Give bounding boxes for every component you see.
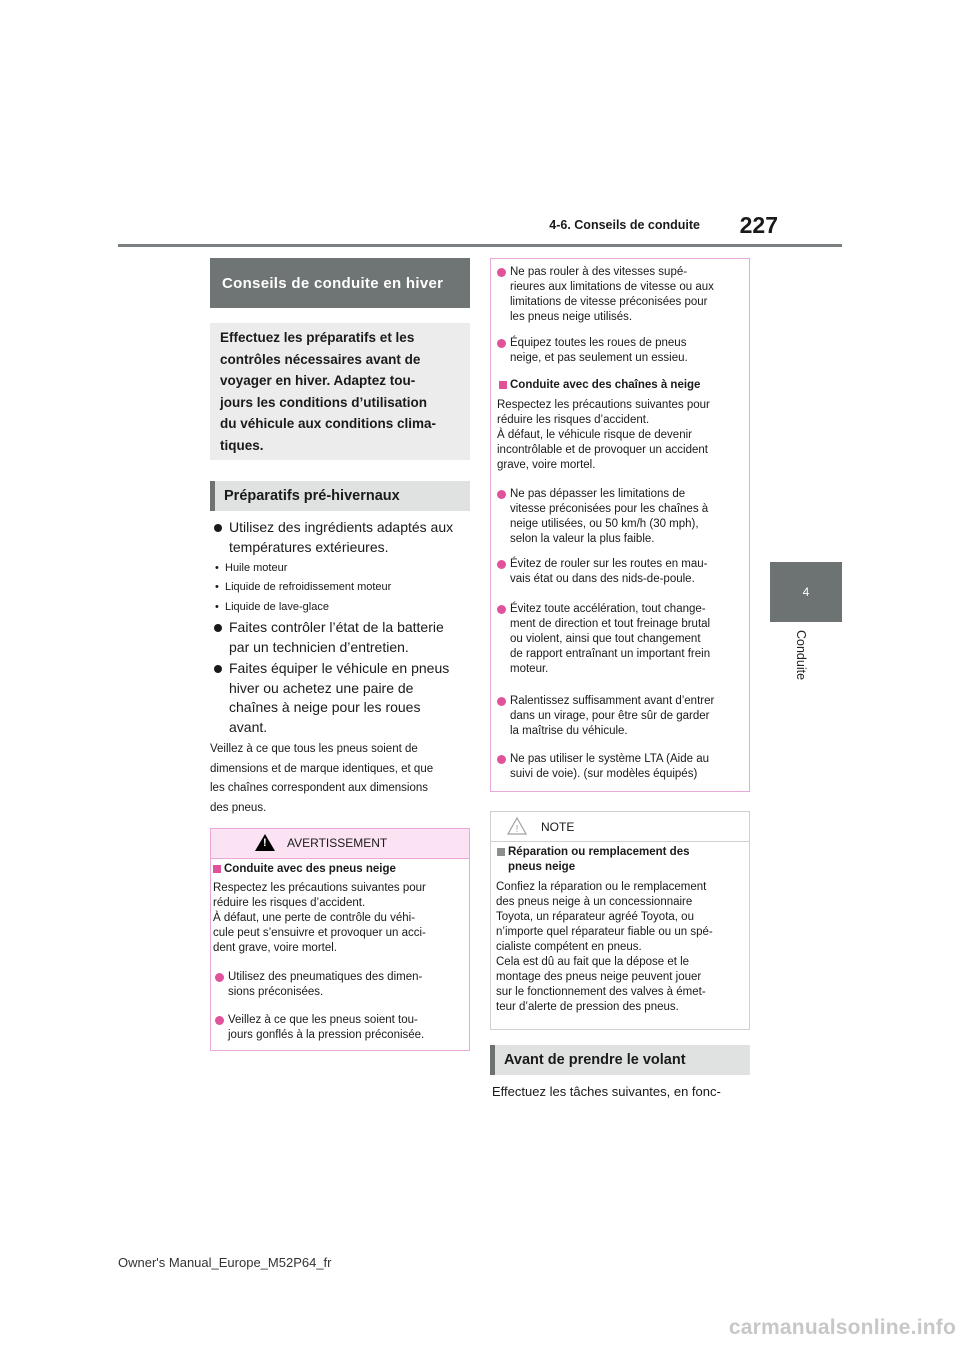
bullet-item <box>229 659 449 737</box>
text-line: neige, et pas seulement un essieu. <box>510 352 688 364</box>
text-line: montage des pneus neige peuvent jouer <box>496 971 702 983</box>
text-line: Respectez les précautions suivantes pour <box>213 882 426 894</box>
text-line: cialiste compétent en pneus. <box>496 941 642 953</box>
watermark: carmanualsonline.info <box>728 1316 956 1339</box>
bullet-line: hiver ou achetez une paire de <box>229 679 414 696</box>
text-line: Toyota, un réparateur agréé Toyota, ou <box>496 911 694 923</box>
text-line: Ralentissez suffisamment avant d’entrer <box>510 695 715 707</box>
warning-subheading: Conduite avec des pneus neige <box>224 863 396 875</box>
warning-bullet <box>510 602 710 677</box>
text-line: Utilisez des pneumatiques des dimen- <box>228 971 423 983</box>
section-title: 4-6. Conseils de conduite <box>549 218 700 232</box>
warning-bullet <box>510 752 709 782</box>
text-line: de rapport entraînant un important frein <box>510 648 711 660</box>
text-line: Ne pas rouler à des vitesses supé- <box>510 266 688 278</box>
text-line: ou violent, ainsi que tout changement <box>510 633 701 645</box>
note-box <box>490 811 750 1030</box>
text-line: Ne pas dépasser les limitations de <box>510 488 686 500</box>
text-line: pneus neige <box>508 861 576 873</box>
intro-line: du véhicule aux conditions clima- <box>220 416 437 431</box>
note-title: NOTE <box>541 820 575 834</box>
section-banner: Conseils de conduite en hiver <box>210 258 470 308</box>
caution-icon <box>507 817 527 835</box>
text-line: Veillez à ce que les pneus soient tou- <box>228 1014 418 1026</box>
text-line: suivi de voie). (sur modèles équipés) <box>510 768 698 780</box>
body-line: dimensions et de marque identiques, et que <box>210 762 434 775</box>
warning-bullet <box>510 265 714 325</box>
text-line: moteur. <box>510 663 549 675</box>
text-line: Confiez la réparation ou le remplacement <box>496 881 707 893</box>
text-line: Évitez de rouler sur les routes en mau- <box>510 558 708 570</box>
warning-bullet <box>510 694 714 739</box>
text-line: la maîtrise du véhicule. <box>510 725 628 737</box>
text-line: rieures aux limitations de vitesse ou aux <box>510 281 714 293</box>
text-line: dent grave, voire mortel. <box>213 942 338 954</box>
text-line: selon la valeur la plus faible. <box>510 533 655 545</box>
bullet-item <box>229 518 453 557</box>
warning-icon <box>255 834 275 851</box>
list-item: • Liquide de lave-glace <box>225 600 329 614</box>
text-line: jours gonflés à la pression préconisée. <box>228 1029 425 1041</box>
body-paragraph: Effectuez les tâches suivantes, en fonc- <box>492 1084 721 1099</box>
intro-line: voyager en hiver. Adaptez tou- <box>220 373 416 388</box>
warning-bullet <box>510 487 708 547</box>
bullet-item <box>229 618 444 657</box>
bullet-line: Faites équiper le véhicule en pneus <box>229 660 450 676</box>
text-line: sur le fonctionnement des valves à émet- <box>496 986 706 998</box>
warning-bullet <box>228 1013 424 1043</box>
page-number: 227 <box>739 212 778 238</box>
warning-subheading: Conduite avec des chaînes à neige <box>510 379 701 391</box>
text-line: dans un virage, pour être sûr de garder <box>510 710 710 722</box>
bullet-line: Faites contrôler l’état de la batterie <box>229 619 444 635</box>
warning-box-continued <box>490 258 750 792</box>
warning-bullet <box>510 336 688 366</box>
chapter-label: Conduite <box>794 630 808 681</box>
intro-line: jours les conditions d’utilisation <box>220 394 428 410</box>
body-paragraph <box>210 740 470 818</box>
text-line: Ne pas utiliser le système LTA (Aide au <box>510 753 709 765</box>
intro-box <box>210 323 470 460</box>
text-line: des pneus neige à un concessionnaire <box>496 896 693 908</box>
bullet-line: Utilisez des ingrédients adaptés aux <box>229 519 454 535</box>
warning-bullet <box>228 970 422 1000</box>
warning-bullet <box>510 557 708 587</box>
text-line: ment de direction et tout freinage brutal <box>510 618 711 630</box>
note-header <box>491 812 749 842</box>
header-rule <box>118 244 842 247</box>
text-line: teur d’alerte de pression des pneus. <box>496 1001 679 1013</box>
footer-text: Owner's Manual_Europe_M52P64_fr <box>118 1255 332 1270</box>
text-line: incontrôlable et de provoquer un accident <box>497 444 708 456</box>
text-line: vais état ou dans des nids-de-poule. <box>510 573 695 585</box>
bullet-line: chaînes à neige pour les roues <box>229 699 421 715</box>
text-line: limitations de vitesse préconisées pour <box>510 296 708 308</box>
text-line: Évitez toute accélération, tout change- <box>510 603 706 615</box>
bullet-line: par un technicien d’entretien. <box>229 638 409 655</box>
text-line: Cela est dû au fait que la dépose et le <box>496 956 690 968</box>
text-line: n’importe quel réparateur fiable ou un spé- <box>496 926 713 938</box>
text-line: réduire les risques d’accident. <box>497 414 650 426</box>
note-subheading <box>508 845 690 875</box>
text-line: Respectez les précautions suivantes pour <box>497 399 710 411</box>
text-line: les pneus neige utilisés. <box>510 311 633 323</box>
text-line: vitesse préconisées pour les chaînes à <box>510 503 709 515</box>
text-line: À défaut, une perte de contrôle du véhi- <box>213 912 416 924</box>
intro-line: Effectuez les préparatifs et les <box>220 330 415 345</box>
chapter-label-area <box>742 620 842 700</box>
subsection-heading: Préparatifs pré-hivernaux <box>210 481 470 511</box>
text-line: grave, voire mortel. <box>497 459 596 471</box>
text-line: sions préconisées. <box>228 986 324 998</box>
warning-text <box>497 398 710 473</box>
text-line: réduire les risques d’accident. <box>213 897 366 909</box>
text-line: À défaut, le véhicule risque de devenir <box>497 429 692 441</box>
text-line: neige utilisées, ou 50 km/h (30 mph), <box>510 518 699 530</box>
intro-line: contrôles nécessaires avant de <box>220 351 421 367</box>
warning-box <box>210 828 470 1051</box>
body-line: Veillez à ce que tous les pneus soient de <box>210 743 418 755</box>
bullet-line: températures extérieures. <box>229 538 389 555</box>
text-line: Réparation ou remplacement des <box>508 846 690 858</box>
svg-text:!: ! <box>515 824 519 835</box>
text-line: Équipez toutes les roues de pneus <box>510 337 687 349</box>
list-item: • Liquide de refroidissement moteur <box>225 580 391 594</box>
body-line: les chaînes correspondent aux dimensions <box>210 782 428 794</box>
subsection-heading: Avant de prendre le volant <box>490 1045 750 1075</box>
list-item: • Huile moteur <box>225 561 287 575</box>
warning-title: AVERTISSEMENT <box>287 836 388 850</box>
chapter-tab[interactable] <box>770 562 842 622</box>
body-line: des pneus. <box>210 801 267 814</box>
chapter-number: 4 <box>802 585 810 599</box>
bullet-line: avant. <box>229 718 268 735</box>
warning-header <box>211 829 469 859</box>
warning-text <box>213 881 426 956</box>
intro-line: tiques. <box>220 437 264 453</box>
text-line: cule peut s’ensuivre et provoquer un acci- <box>213 927 426 939</box>
note-text <box>496 880 713 1015</box>
